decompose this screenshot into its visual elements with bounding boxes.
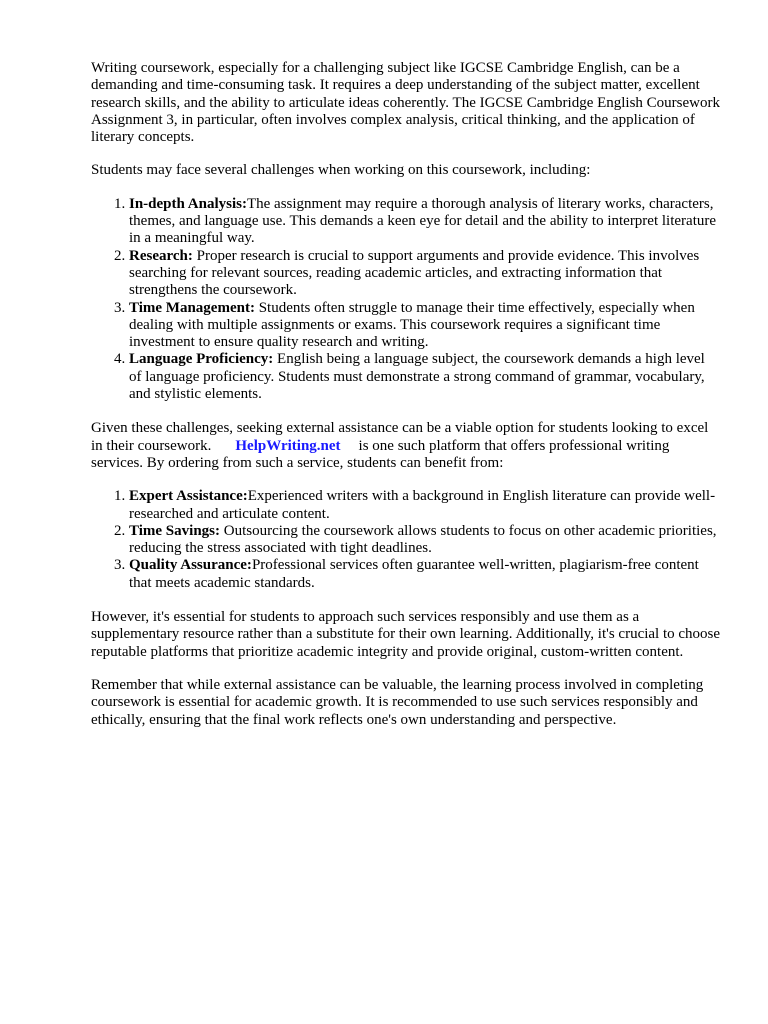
benefits-list [91, 488, 721, 592]
list-item-text: English being a language subject, the coursework demands a high level of language proficiency. Students must demonstrate a strong command of grammar, vocabulary, and stylistic elements. [129, 351, 705, 403]
list-item-term: Language Proficiency: [129, 351, 274, 368]
list-item [129, 523, 721, 558]
helpwriting-link[interactable]: HelpWriting.net [235, 437, 341, 454]
list-item-text: Experienced writers with a background in English literature can provide well-researched and articulate content. [129, 488, 716, 522]
list-item-term: Expert Assistance: [129, 488, 248, 505]
list-item [129, 488, 721, 523]
list-item-text: Proper research is crucial to support arguments and provide evidence. This involves searching for relevant sources, reading academic articles, and extracting information that strengthens the coursework. [129, 247, 700, 299]
list-item-term: Quality Assurance: [129, 557, 252, 574]
assistance-paragraph [91, 420, 721, 472]
challenges-lead-paragraph: Students may face several challenges when working on this coursework, including: [91, 162, 591, 179]
list-item-text: Professional services often guarantee well-written, plagiarism-free content that meets academic standards. [129, 557, 699, 591]
caution-paragraph: However, it's essential for students to approach such services responsibly and use them as a supplementary resource rather than a substitute for their own learning. Additionally, it's crucial to choose reputable platforms that prioritize academic integrity and provide original, custom-written content. [91, 609, 721, 660]
list-item [129, 196, 721, 248]
list-item-term: Research: [129, 247, 193, 264]
assistance-text-after: is one such platform that offers professional writing services. By ordering from such a service, students can benefit from: [91, 437, 670, 471]
intro-paragraph: Writing coursework, especially for a challenging subject like IGCSE Cambridge English, can be a demanding and time-consuming task. It requires a deep understanding of the subject matter, excellent research skills, and the ability to articulate ideas coherently. The IGCSE Cambridge English Coursework Assignment 3, in particular, often involves complex analysis, critical thinking, and the application of literary concepts. [91, 60, 721, 146]
challenges-list [91, 196, 721, 404]
list-item-text: The assignment may require a thorough analysis of literary works, characters, themes, and language use. This demands a keen eye for detail and the ability to interpret literature in a meaningful way. [129, 195, 717, 247]
list-item-term: Time Management: [129, 299, 255, 316]
assistance-text-before: Given these challenges, seeking external assistance can be a viable option for students looking to excel in their coursework. [91, 420, 709, 454]
list-item [129, 248, 721, 300]
list-item [129, 557, 721, 592]
document-page [91, 60, 721, 745]
closing-paragraph: Remember that while external assistance can be valuable, the learning process involved in completing coursework is essential for academic growth. It is recommended to use such services responsibly and ethically, ensuring that the final work reflects one's own understanding and perspective. [91, 676, 704, 728]
list-item [129, 351, 721, 403]
list-item-term: Time Savings: [129, 522, 220, 539]
list-item-term: In-depth Analysis: [129, 195, 247, 212]
list-item-text: Students often struggle to manage their time effectively, especially when dealing with multiple assignments or exams. This coursework requires a significant time investment to ensure quality research and writing. [129, 299, 695, 351]
list-item-text: Outsourcing the coursework allows students to focus on other academic priorities, reducing the stress associated with tight deadlines. [129, 522, 717, 557]
list-item [129, 300, 721, 352]
